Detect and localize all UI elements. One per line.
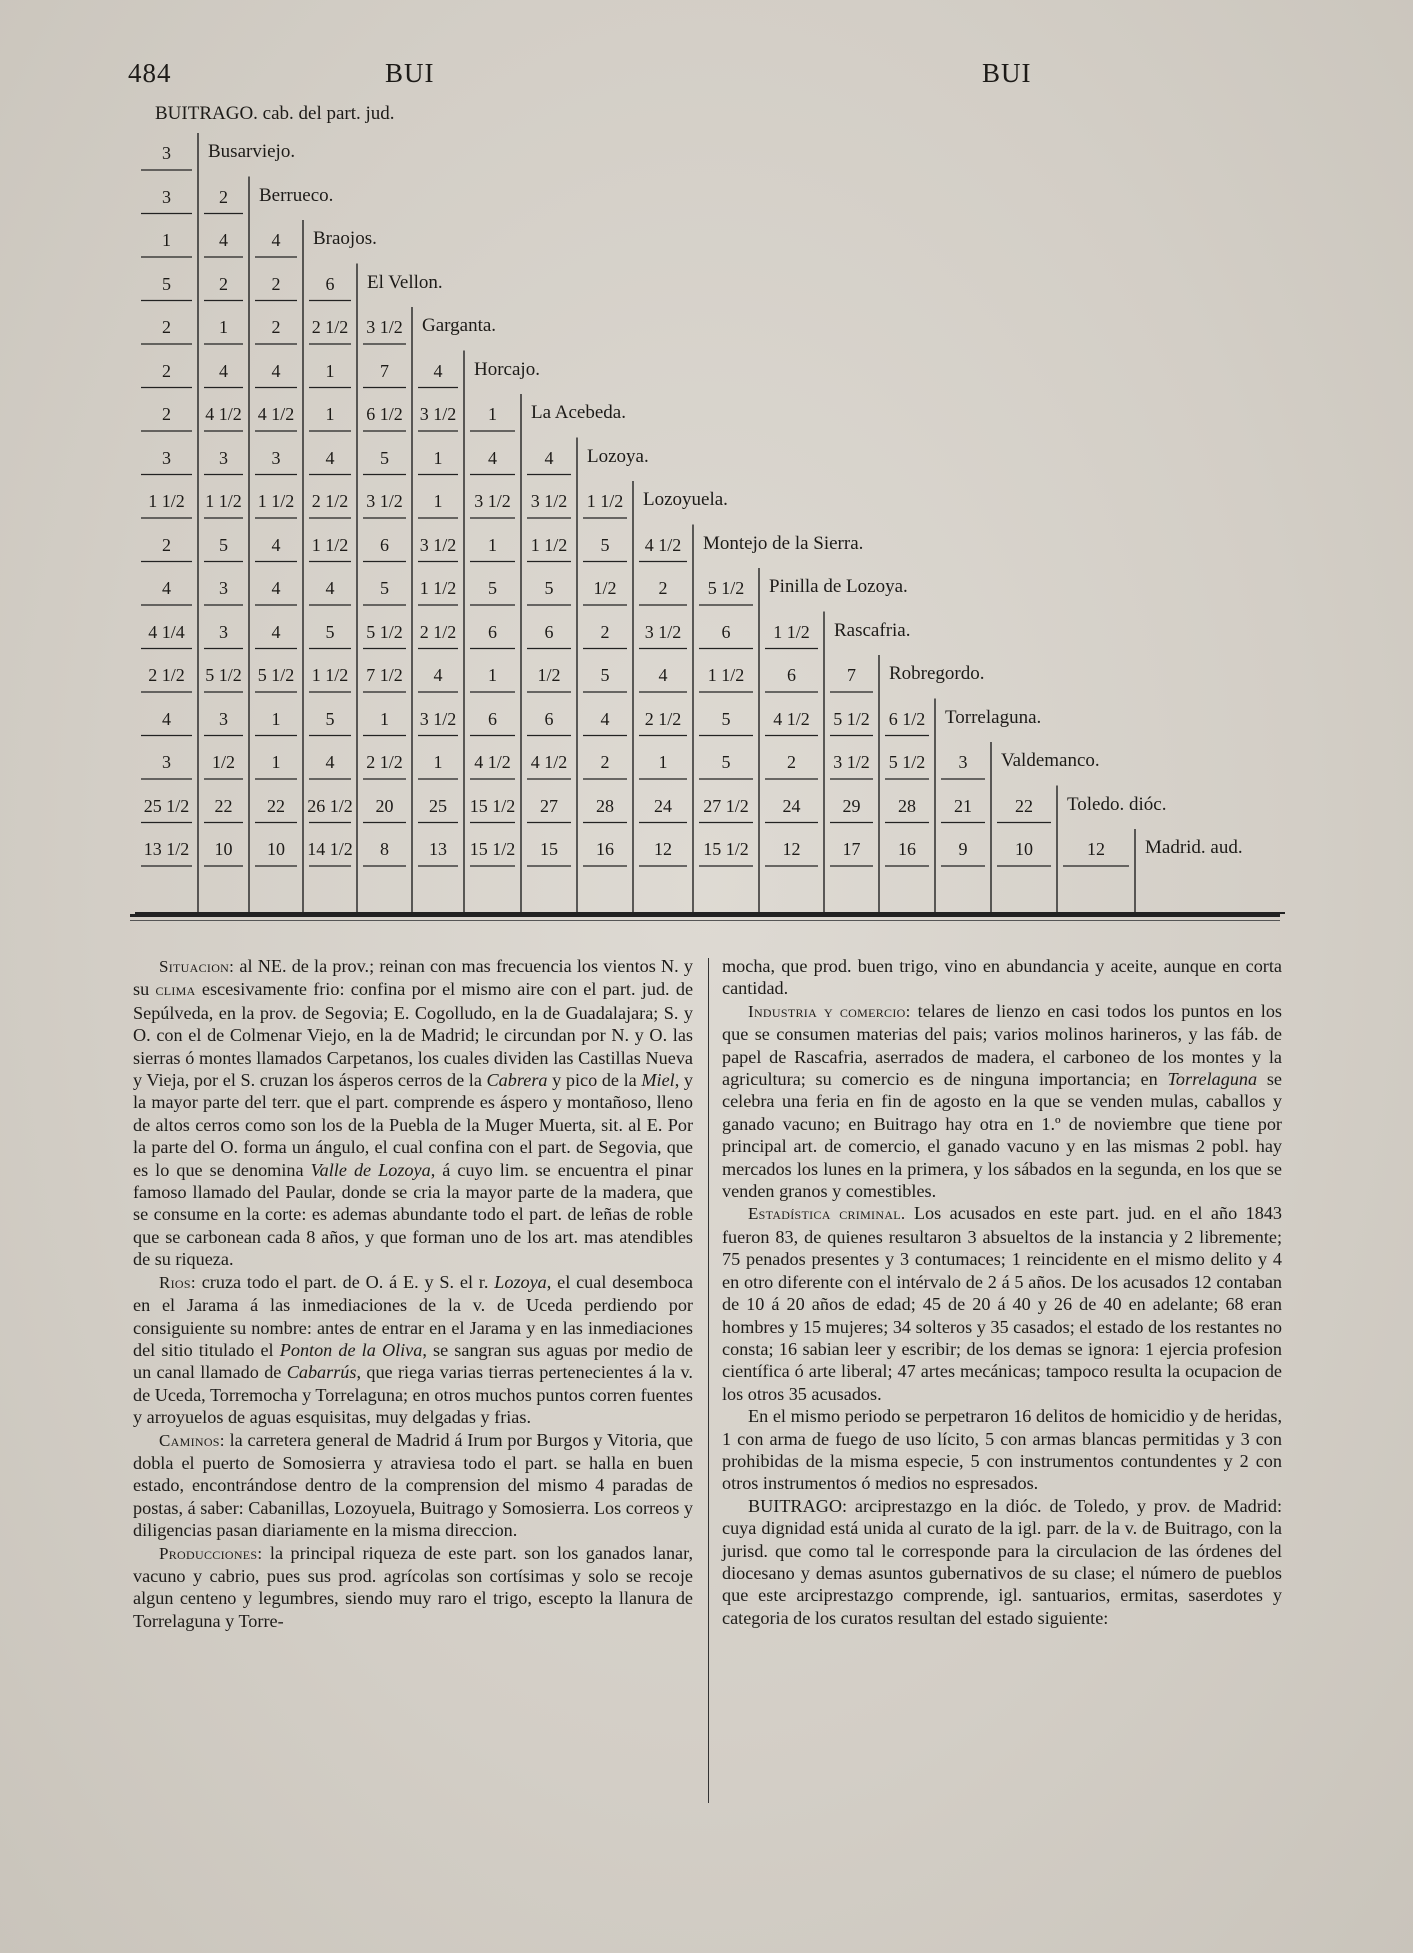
table-town-label: Braojos. (313, 228, 377, 249)
table-town-label: La Acebeda. (531, 402, 626, 423)
table-cell: 10 (1015, 839, 1033, 859)
paragraph-heading: Producciones: (159, 1543, 263, 1563)
table-cell: 5 1/2 (366, 621, 403, 642)
paragraph (722, 1495, 1282, 1629)
table-cell: 1/2 (537, 665, 561, 685)
table-cell: 2 (219, 273, 228, 294)
table-bottom-rule-thin (130, 920, 1280, 921)
table-cell: 4 (658, 665, 668, 685)
table-cell: 2 1/2 (311, 491, 349, 511)
table-cell: 3 (162, 447, 171, 468)
table-cell: 3 1/2 (644, 621, 682, 642)
column-separator (708, 958, 709, 1803)
table-town-label: Robregordo. (889, 663, 985, 684)
table-cell: 4 1/2 (474, 752, 511, 772)
table-cell: 28 (596, 795, 614, 816)
table-cell: 2 (219, 186, 228, 207)
paragraph (722, 1000, 1282, 1203)
table-town-label: Busarviejo. (208, 141, 296, 162)
table-cell: 3 (958, 752, 968, 772)
table-cell: 2 1/2 (419, 621, 457, 642)
table-cell: 12 (782, 839, 801, 859)
table-cell: 2 1/2 (366, 752, 403, 772)
table-cell: 2 (600, 752, 610, 772)
table-cell: 6 (380, 534, 389, 555)
table-cell: 5 (721, 752, 731, 772)
text-run: , el cual desemboca en el Jarama á las inmediaciones de la v. de Uceda perdiendo por consiguiente su nombre: antes de entrar en el Jarama y en las inmediaciones del sitio titulado el (133, 1271, 693, 1360)
table-cell: 4 (433, 360, 443, 381)
paragraph (722, 1202, 1282, 1405)
table-cell: 13 1/2 (143, 839, 190, 859)
table-cell: 16 (596, 839, 614, 859)
italic-text: Cabrera (486, 1070, 548, 1091)
table-cell: 5 (325, 708, 335, 729)
table-town-label: Lozoya. (587, 445, 649, 467)
italic-text: Ponton de la Oliva (279, 1339, 423, 1360)
table-town-label: Toledo. dióc. (1067, 793, 1167, 815)
text-run: cruza todo el part. de O. á E. y S. el r. (195, 1271, 495, 1292)
text-run: arciprestazgo en la dióc. de Toledo, y prov. de Madrid: cuya dignidad está unida al curato de la igl. parr. de la v. de Buitrago, con la jurisd. que como tal le corresponde para la circulacion de las órdenes del diocesano y demas asuntos gubernativos de su clase; el número de pueblos que este arciprestazgo comprende, igl. santuarios, ermitas, saserdotes y categoria de los curatos resultan del estado siguiente: (722, 1495, 1282, 1628)
table-cell: 1 (488, 534, 497, 555)
table-cell: 2 (271, 317, 281, 337)
table-cell: 2 (162, 317, 171, 337)
table-cell: 2 (162, 534, 171, 555)
table-cell: 5 1/2 (888, 752, 926, 772)
table-town-label: Pinilla de Lozoya. (769, 576, 908, 597)
table-cell: 1 (433, 447, 443, 468)
table-cell: 4 (271, 534, 281, 555)
table-cell: 2 (162, 404, 171, 424)
table-cell: 1/2 (211, 752, 235, 772)
table-cell: 7 1/2 (366, 665, 403, 685)
table-cell: 29 (842, 795, 861, 816)
table-cell: 27 1/2 (703, 795, 749, 816)
table-cell: 3 1/2 (419, 404, 457, 424)
table-cell: 24 (782, 795, 801, 816)
table-cell: 4 (600, 708, 610, 729)
table-cell: 4 (433, 665, 443, 685)
table-cell: 4 (325, 752, 335, 772)
text-column-left (133, 955, 693, 1795)
text-run: la carretera general de Madrid á Irum por Burgos y Vitoria, que dobla el puerto de Somosierra y atraviesa todo el part. se halla en buen estado, encontrándose dentro de la comprension del mismo 4 paradas de postas, á saber: Cabanillas, Lozoyuela, Buitrago y Somosierra. Los correos y diligencias pasan diariamente en la misma direccion. (133, 1429, 693, 1541)
paragraph-heading: BUITRAGO: (748, 1495, 848, 1516)
table-town-label: Madrid. aud. (1145, 837, 1243, 858)
table-cell: 6 (325, 273, 335, 294)
table-cell: 4 (488, 447, 497, 468)
table-cell: 1 (219, 317, 228, 337)
table-cell: 14 1/2 (307, 839, 353, 859)
table-cell: 8 (380, 839, 389, 859)
table-cell: 4 1/2 (644, 534, 682, 555)
table-cell: 4 1/2 (205, 404, 242, 424)
paragraph (722, 955, 1282, 1000)
table-cell: 4 1/2 (257, 404, 295, 424)
table-cell: 20 (375, 795, 394, 816)
table-cell: 10 (214, 839, 233, 859)
table-cell: 12 (1087, 839, 1105, 859)
table-cell: 1 (271, 708, 281, 729)
table-cell: 3 (219, 447, 228, 468)
paragraph (133, 955, 693, 1271)
table-cell: 3 (219, 621, 228, 642)
paragraph-heading: Situacion: (159, 957, 235, 976)
table-cell: 6 (544, 708, 554, 729)
table-cell: 3 1/2 (530, 491, 568, 511)
text-run: y pico de la (547, 1070, 642, 1091)
table-cell: 1 1/2 (530, 534, 568, 555)
table-cell: 6 1/2 (888, 708, 926, 729)
page-number: 484 (128, 58, 172, 88)
table-cell: 2 (271, 273, 281, 294)
paragraph (133, 1271, 693, 1429)
table-cell: 4 1/4 (148, 621, 185, 642)
table-cell: 5 1/2 (707, 578, 745, 598)
table-cell: 5 1/2 (205, 665, 242, 685)
table-cell: 4 (544, 447, 554, 468)
table-cell: 16 (898, 839, 916, 859)
running-head-left: BUI (385, 58, 435, 88)
table-cell: 1 (433, 752, 443, 772)
table-cell: 24 (654, 795, 672, 816)
table-town-label: Montejo de la Sierra. (703, 532, 864, 554)
table-cell: 25 (429, 795, 447, 816)
table-town-label: Valdemanco. (1001, 750, 1100, 771)
table-cell: 21 (954, 795, 972, 816)
italic-text: Torrelaguna (1167, 1069, 1258, 1090)
table-cell: 4 (271, 360, 281, 381)
table-cell: 7 (380, 360, 389, 381)
table-cell: 6 (488, 708, 497, 729)
italic-text: Lozoya (494, 1271, 547, 1292)
table-cell: 5 (488, 578, 497, 598)
table-cell: 4 (162, 578, 171, 598)
table-town-label: Horcajo. (474, 358, 540, 380)
table-cell: 17 (842, 839, 861, 859)
table-cell: 15 1/2 (703, 839, 749, 859)
table-cell: 3 (162, 752, 171, 772)
paragraph-heading: Caminos: (159, 1430, 225, 1450)
text-run: , se sangran sus aguas por medio de un canal llamado de (133, 1339, 693, 1383)
table-cell: 22 (1015, 795, 1033, 816)
table-cell: 4 (271, 578, 281, 598)
italic-text: Valle de Lozoya (310, 1159, 431, 1180)
table-cell: 3 1/2 (474, 491, 511, 511)
table-title: BUITRAGO. cab. del part. jud. (155, 103, 395, 124)
table-cell: 6 (544, 621, 554, 642)
table-cell: 4 (325, 447, 335, 468)
text-run: Los acusados en este part. jud. en el año 1843 fueron 83, de quienes resultaron 3 absueltos de la instancia y 2 libremente; 75 penados presentes y 3 contumaces; 1 reincidente en el mismo delito y 4 en otro diferente con el intérvalo de 2 á 5 años. De los acusados 12 contaban de 10 á 20 años de edad; 45 de 20 á 40 y 26 de 40 en adelante; 68 eran hombres y 15 mujeres; 34 solteros y 35 casados; el estado de los restantes no consta; 16 sabian leer y escribir; de los demas se ignora: 1 ejercia profesion científica ó arte liberal; 47 artes mecánicas; tampoco resulta la ocupacion de los otros 35 acusados. (722, 1203, 1283, 1404)
table-cell: 1 1/2 (586, 491, 624, 511)
table-cell: 1 (271, 752, 281, 772)
italic-text: Cabarrús (286, 1362, 357, 1383)
table-cell: 25 1/2 (143, 795, 190, 816)
text-run: telares de lienzo en casi todos los puntos en los que se consumen materias del pais; varios molinos harineros, y las fáb. de papel de Rascafria, aserrados de madera, el carboneo de los montes y la agricultura; su comercio es de ninguna importancia; en (722, 1000, 1283, 1090)
table-cell: 5 1/2 (257, 665, 295, 685)
table-cell: 2 (658, 578, 668, 598)
paragraph-heading: Industria y comercio: (748, 1001, 911, 1021)
text-run: escesivamente frio: confina por el mismo aire con el part. jud. de Sepúlveda, en la prov. de Segovia; E. Cogolludo, en la de Guadalajara; S. y O. con el de Colmenar Viejo, en la de Madrid; le circundan por N. y O. las sierras ó montes llamados Carpetanos, los cuales dividen las Castillas Nueva y Vieja, por el S. cruzan los ásperos cerros de la (133, 979, 694, 1091)
table-cell: 3 (271, 447, 281, 468)
table-cell: 6 (787, 665, 796, 685)
table-cell: 27 (540, 795, 558, 816)
table-cell: 1 1/2 (419, 578, 457, 598)
table-cell: 6 1/2 (366, 404, 403, 424)
table-cell: 15 1/2 (469, 795, 516, 816)
paragraph (722, 1405, 1282, 1495)
distance-table (135, 103, 1285, 915)
table-cell: 5 (600, 665, 610, 685)
table-cell: 1 (488, 665, 497, 685)
table-cell: 1 1/2 (148, 491, 185, 511)
table-cell: 1 (325, 404, 335, 424)
paragraph (133, 1542, 693, 1633)
table-cell: 5 (325, 621, 335, 642)
table-cell: 5 (600, 534, 610, 555)
table-cell: 7 (847, 665, 856, 685)
table-cell: 1 (325, 360, 335, 381)
text-column-right (722, 955, 1282, 1795)
text-run: al NE. de la prov.; reinan con mas frecuencia los vientos N. y su (133, 956, 693, 1000)
table-cell: 15 1/2 (469, 839, 516, 859)
table-cell: 9 (958, 839, 968, 859)
table-cell: 10 (267, 839, 285, 859)
table-cell: 5 (380, 447, 389, 468)
table-town-label: Rascafria. (834, 619, 911, 641)
table-town-label: Lozoyuela. (643, 489, 728, 510)
table-cell: 6 (488, 621, 497, 642)
table-cell: 13 (429, 839, 447, 859)
table-cell: 3 1/2 (833, 752, 870, 772)
table-cell: 12 (654, 839, 672, 859)
table-cell: 1 (162, 230, 171, 250)
table-cell: 2 (162, 360, 171, 381)
table-cell: 5 (544, 578, 554, 598)
paragraph-heading: Rios: (159, 1272, 196, 1292)
paragraph (133, 1429, 693, 1542)
table-cell: 4 1/2 (530, 752, 568, 772)
table-cell: 2 (600, 621, 610, 642)
text-run: En el mismo periodo se perpetraron 16 delitos de homicidio y de heridas, 1 con arma de fuego de uso lícito, 5 con armas blancas permitidas y 3 con prohibidas de la misma especie, 5 con instrumentos contundentes y 2 con otros instrumentos ó medios no espresados. (722, 1406, 1282, 1494)
table-cell: 2 1/2 (311, 317, 349, 337)
table-cell: 2 (787, 752, 796, 772)
table-cell: 3 (162, 186, 171, 207)
table-cell: 5 1/2 (833, 708, 870, 729)
table-cell: 28 (898, 795, 916, 816)
table-cell: 3 1/2 (419, 708, 457, 729)
table-cell: 4 (162, 708, 171, 729)
table-cell: 4 (219, 230, 228, 250)
table-cell: 1 1/2 (707, 665, 745, 685)
text-run: se celebra una feria en fin de agosto en la que se venden mulas, caballos y ganado vacuno; en Buitrago hay otra en 1.º de noviembre que tiene por principal art. de comercio, el ganado vacuno y en las mismas 2 pobl. hay mercados los lunes en la primera, y los sábados en la segunda, en los que se venden granos y comestibles. (722, 1069, 1282, 1202)
paragraph-heading: Estadística criminal. (748, 1204, 906, 1224)
table-cell: 5 (219, 534, 228, 555)
table-cell: 1 1/2 (205, 491, 242, 511)
table-cell: 4 (271, 230, 281, 250)
table-cell: 5 (721, 708, 731, 729)
table-cell: 5 (380, 578, 389, 598)
table-bottom-rule (130, 914, 1280, 917)
table-cell: 4 1/2 (773, 708, 810, 729)
table-town-label: Garganta. (422, 315, 497, 336)
table-cell: 3 1/2 (366, 491, 403, 511)
table-cell: 4 (219, 360, 228, 381)
table-cell: 4 (325, 578, 335, 598)
text-run: la principal riqueza de este part. son los ganados lanar, vacuno y cabrio, pues sus prod. agrícolas son cortísimas y solo se recoje algun centeno y legumbres, siendo muy raro el trigo, escepto la llanura de Torrelaguna y Torre- (133, 1542, 693, 1631)
table-cell: 1 (488, 404, 497, 424)
table-cell: 1 1/2 (311, 665, 349, 685)
italic-text: Miel (641, 1070, 675, 1091)
table-cell: 3 (162, 143, 171, 163)
text-run: , á cuyo lim. se encuentra el pinar famoso llamado del Paular, donde se cria la mayor parte de la madera, que se consume en la corte: es ademas abundante todo el part. de leñas de roble que se carbonean cada 8 años, y que forman uno de los art. mas atendibles de su riqueza. (133, 1159, 693, 1270)
table-cell: 3 (219, 708, 228, 729)
text-run: , y la mayor parte del terr. que el part. comprende es áspero y montañoso, lleno de altos cerros como son los de la Puebla de la Muger Muerta, sit. al E. Por la parte del O. forma un ángulo, el cual confina con el part. de Segovia, que es lo que se denomina (133, 1070, 694, 1180)
table-cell: 1 (658, 752, 668, 772)
table-cell: 3 1/2 (419, 534, 457, 555)
table-cell: 1 1/2 (773, 621, 810, 642)
table-cell: 2 1/2 (644, 708, 682, 729)
table-cell: 1/2 (593, 578, 617, 598)
text-run: mocha, que prod. buen trigo, vino en abundancia y aceite, aunque en corta cantidad. (722, 956, 1282, 999)
table-town-label: El Vellon. (367, 271, 443, 293)
table-cell: 1 (380, 708, 389, 729)
table-town-label: Torrelaguna. (945, 706, 1042, 728)
table-cell: 3 (219, 578, 228, 598)
table-town-label: Berrueco. (259, 184, 334, 206)
table-cell: 4 (271, 621, 281, 642)
table-cell: 1 (433, 491, 443, 511)
table-cell: 22 (214, 795, 233, 816)
table-cell: 1 1/2 (311, 534, 349, 555)
table-cell: 2 1/2 (148, 665, 185, 685)
table-cell: 26 1/2 (307, 795, 353, 816)
text-run: clima (155, 980, 196, 1000)
table-cell: 6 (721, 621, 731, 642)
text-run: , que riega varias tierras pertenecientes á la v. de Uceda, Torremocha y Torrelaguna; en otros muchos puntos corren fuentes y arroyuelos de aguas esquisitas, muy delgadas y frias. (133, 1362, 693, 1428)
running-head-right: BUI (982, 58, 1032, 88)
table-cell: 1 1/2 (257, 491, 295, 511)
table-cell: 15 (540, 839, 558, 859)
table-cell: 3 1/2 (366, 317, 403, 337)
table-cell: 22 (267, 795, 285, 816)
table-cell: 5 (162, 273, 171, 294)
